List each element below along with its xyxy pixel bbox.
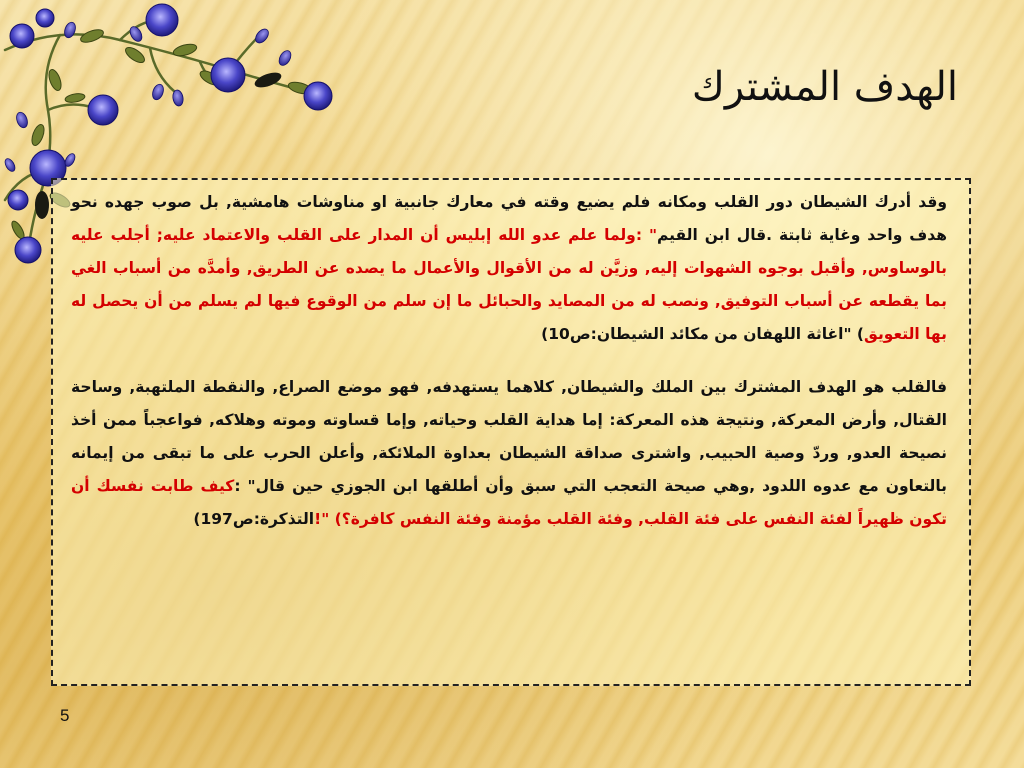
citation-ighathat-allahfan: اغاثة اللهفان من مكائد الشيطان:ص10) — [541, 325, 844, 343]
paragraph-2 — [71, 371, 947, 536]
page-number: 5 — [60, 706, 70, 725]
paragraph-2-body: فالقلب هو الهدف المشترك بين الملك والشيطان, كلاهما يستهدفه, فهو موضع الصراع, والنقطة الملتهبة, وساحة القتال, وأرض المعركة, ونتيجة هذه المعركة: إما هداية القلب وحياته, وإما قساوته وموته وهلاكه, فواعجباً ممن أخذ نصيحة العدو, وردّ وصية الحبيب, واشترى صداقة الشيطان بعداوة الملائكة, وأعلن الحرب على ما تبقى من إيمانه بالتعاون مع عدوه اللدود ,وهي صيحة التعجب التي سبق وأن أطلقها ابن الجوزي حين قال — [71, 378, 947, 495]
quote-open-mark: " : — [635, 226, 658, 244]
ibn-alqayyim-quote: ولما علم عدو الله إبليس أن المدار على القلب والاعتماد عليه; أجلب عليه بالوساوس, وأقبل بوجوه الشهوات إليه, وزيَّن له من الأقوال والأعمال ما يصده عن الطريق, وأمدَّه من أسباب الغي بما يقطعه عن أسباب التوفيق, ونصب له من المصايد والحبائل ما إن سلم من الوقوع فيها لم يسلم من أن يحصل له بها التعويق — [71, 226, 947, 343]
ibn-aljawzi-quote: كيف طابت نفسك أن تكون ظهيراً لفئة النفس على فئة القلب, وفئة القلب مؤمنة وفئة النفس كافرة؟ — [71, 477, 947, 528]
quote-close-mark: ) " — [843, 325, 864, 343]
content-text-box — [51, 178, 971, 686]
paragraph-1-intro: وقد أدرك الشيطان دور القلب ومكانه فلم يضيع وقته في معارك جانبية او مناوشات هامشية, بل صوب جهده نحو هدف واحد وغاية ثابتة .قال ابن القيم — [71, 193, 948, 244]
quote-open-mark: " : — [234, 477, 256, 495]
paragraph-1 — [71, 186, 947, 351]
quote-close-mark: ) "! — [314, 510, 342, 528]
slide-title: الهدف المشترك — [691, 64, 958, 110]
citation-altadhkira: التذكرة:ص197) — [193, 510, 315, 528]
